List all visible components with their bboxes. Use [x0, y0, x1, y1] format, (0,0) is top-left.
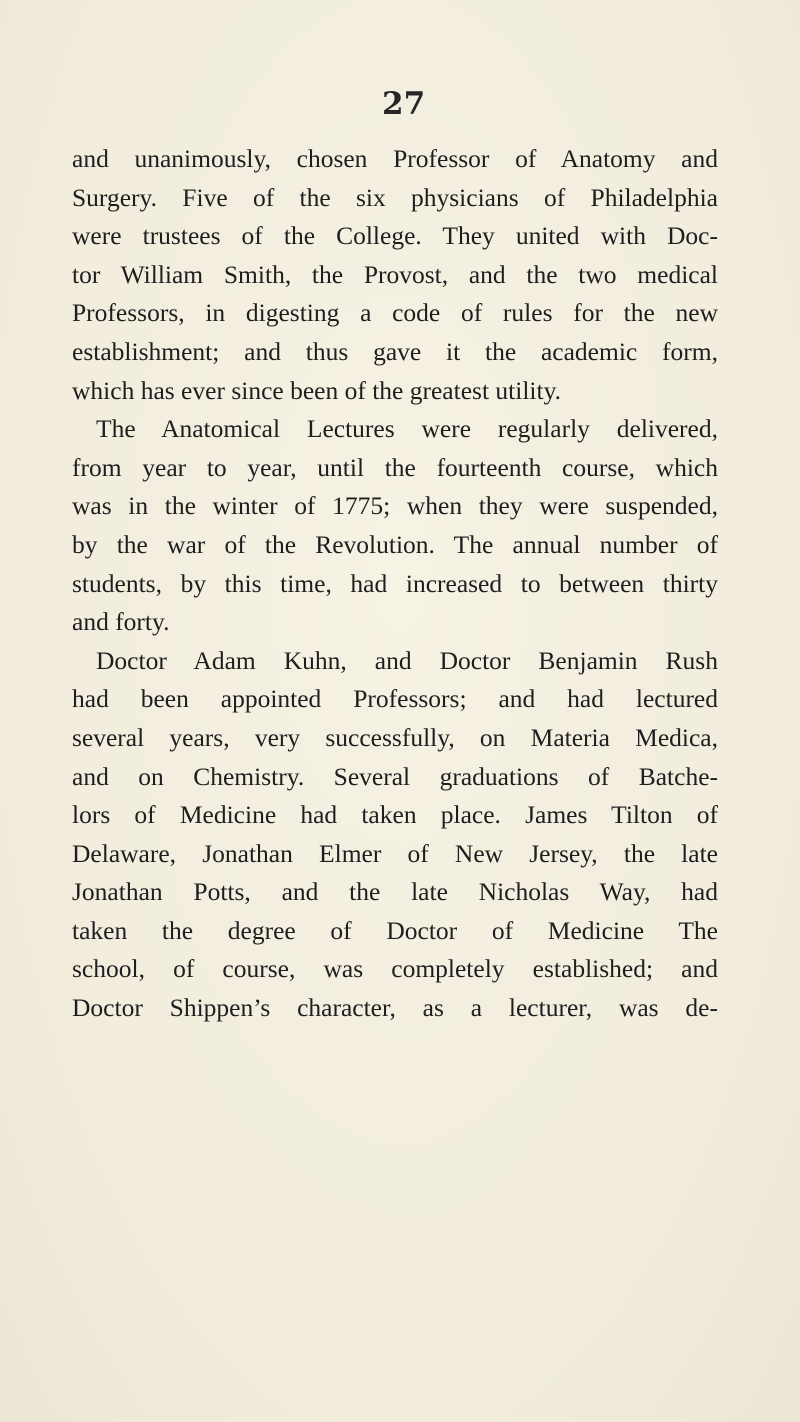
text-line: and on Chemistry. Several graduations of Batche-	[72, 761, 718, 791]
text-line: was in the winter of 1775; when they were suspended,	[72, 491, 718, 521]
text-line: Doctor Shippen’s character, as a lecturer, was de-	[72, 993, 718, 1023]
text-line: taken the degree of Doctor of Medicine The	[72, 915, 718, 945]
paragraph-3	[72, 642, 718, 1028]
text-line: lors of Medicine had taken place. James Tilton of	[72, 800, 718, 830]
text-line: several years, very successfully, on Materia Medica,	[72, 722, 718, 752]
text-line: Surgery. Five of the six physicians of Philadelphia	[72, 182, 718, 212]
text-line: school, of course, was completely established; and	[72, 954, 718, 984]
text-line: from year to year, until the fourteenth course, which	[72, 452, 718, 482]
text-line: were trustees of the College. They united with Doc-	[72, 221, 718, 251]
text-line: Doctor Adam Kuhn, and Doctor Benjamin Rush	[96, 645, 718, 675]
text-line: which has ever since been of the greatest utility.	[72, 375, 562, 405]
paragraph-1	[72, 140, 718, 410]
text-line: tor William Smith, the Provost, and the two medical	[72, 259, 718, 289]
text-line: establishment; and thus gave it the academic form,	[72, 336, 718, 366]
text-line: had been appointed Professors; and had lectured	[72, 684, 718, 714]
page-number: 27	[382, 86, 426, 122]
text-line: and forty.	[72, 607, 170, 637]
text-line: Professors, in digesting a code of rules for the new	[72, 298, 718, 328]
text-line: The Anatomical Lectures were regularly delivered,	[96, 414, 718, 444]
text-line: and unanimously, chosen Professor of Anatomy and	[72, 144, 718, 173]
body-text	[72, 140, 718, 1028]
paragraph-2	[72, 410, 718, 642]
text-line: Jonathan Potts, and the late Nicholas Way, had	[72, 877, 718, 907]
text-line: students, by this time, had increased to between thirty	[72, 568, 718, 598]
text-line: Delaware, Jonathan Elmer of New Jersey, the late	[72, 838, 718, 868]
text-line: by the war of the Revolution. The annual number of	[72, 529, 718, 559]
